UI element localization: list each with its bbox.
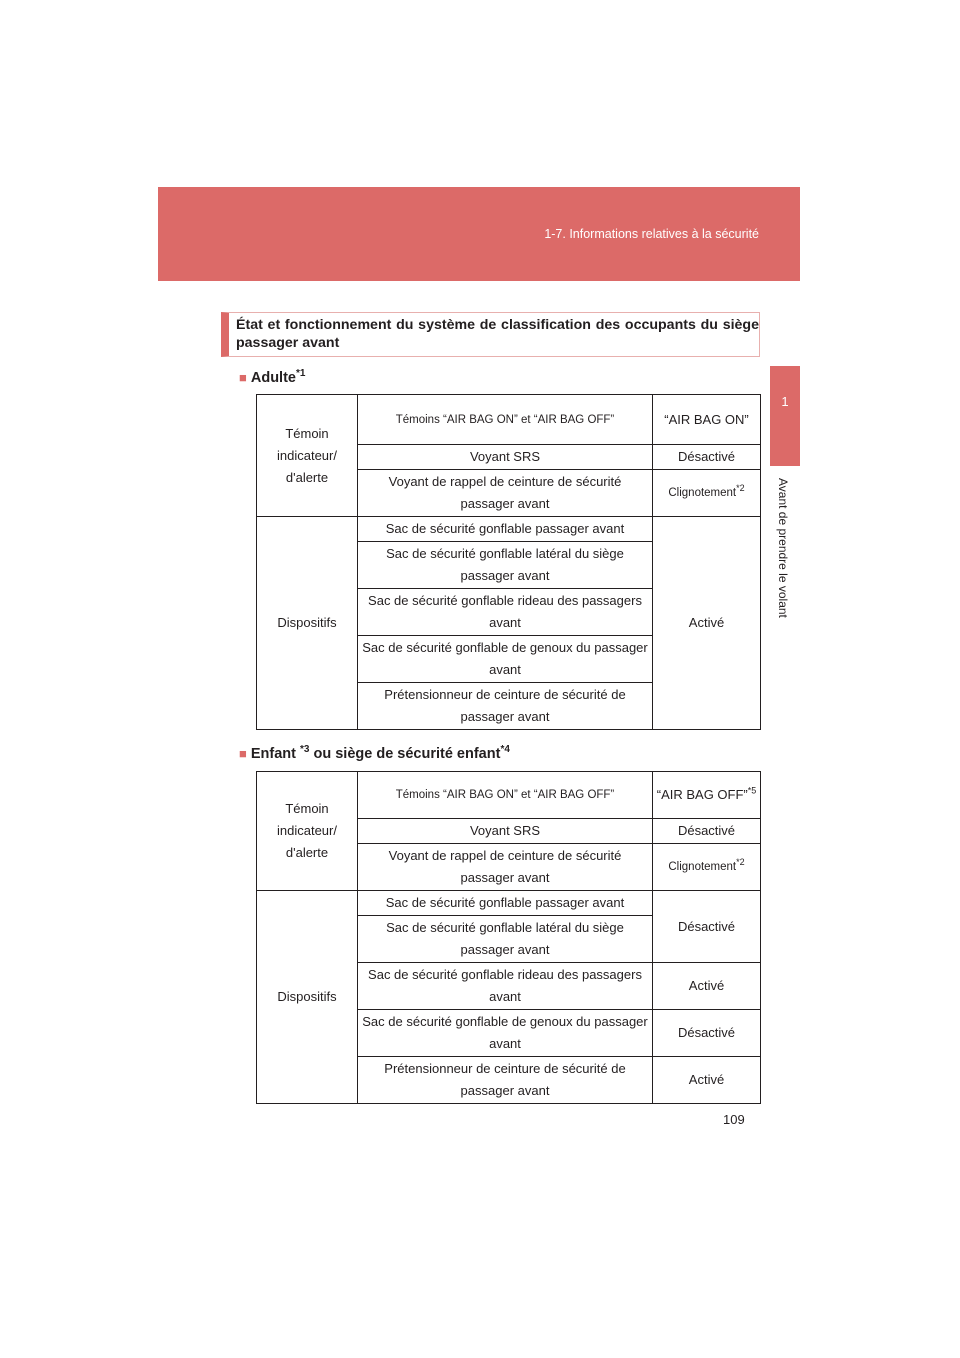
footnote-marker: *3 <box>300 744 310 755</box>
page-number: 109 <box>723 1112 745 1127</box>
table-row <box>257 891 761 916</box>
footnote-marker: *5 <box>747 785 757 796</box>
row-label: Prétensionneur de ceinture de sécurité de passager avant <box>358 683 653 730</box>
row-label: Sac de sécurité gonflable latéral du siège passager avant <box>358 916 653 963</box>
row-label: Sac de sécurité gonflable de genoux du passager avant <box>358 1010 653 1057</box>
row-value: Désactivé <box>653 819 761 844</box>
group-devices-cell: Dispositifs <box>257 517 358 730</box>
table-row <box>257 517 761 542</box>
row-label: Témoins “AIR BAG ON” et “AIR BAG OFF” <box>358 772 653 819</box>
row-label: Sac de sécurité gonflable latéral du siège passager avant <box>358 542 653 589</box>
row-value-text: “AIR BAG OFF” <box>656 787 748 802</box>
header-title: 1-7. Informations relatives à la sécurité <box>544 227 759 241</box>
footnote-marker: *2 <box>736 483 745 494</box>
child-heading <box>239 744 510 762</box>
footnote-marker: *1 <box>295 368 306 379</box>
child-heading-text: Enfant <box>250 745 296 762</box>
row-value-text: “AIR BAG ON” <box>664 411 749 427</box>
row-label: Voyant SRS <box>358 819 653 844</box>
row-label: Voyant de rappel de ceinture de sécurité passager avant <box>358 470 653 517</box>
row-label: Voyant de rappel de ceinture de sécurité passager avant <box>358 844 653 891</box>
row-value: Activé <box>653 1057 761 1104</box>
footnote-marker: *4 <box>500 744 510 755</box>
square-bullet-icon: ■ <box>239 369 247 385</box>
row-value: Désactivé <box>653 1010 761 1057</box>
group-indicator-cell: Témoin indicateur/ d'alerte <box>257 772 358 891</box>
chapter-tab <box>770 366 800 466</box>
chapter-title: Avant de prendre le volant <box>776 478 790 618</box>
header-band <box>158 187 800 281</box>
row-label: Prétensionneur de ceinture de sécurité de passager avant <box>358 1057 653 1104</box>
adult-heading <box>239 368 305 386</box>
row-value-text: Clignotement <box>668 487 737 499</box>
group-indicator-cell: Témoin indicateur/ d'alerte <box>257 395 358 517</box>
row-value: Désactivé <box>653 891 761 963</box>
row-label: Sac de sécurité gonflable de genoux du passager avant <box>358 636 653 683</box>
adult-table <box>256 394 761 730</box>
row-value: Activé <box>653 963 761 1010</box>
square-bullet-icon: ■ <box>239 745 247 761</box>
row-label: Voyant SRS <box>358 445 653 470</box>
row-label: Sac de sécurité gonflable rideau des passagers avant <box>358 963 653 1010</box>
table-row <box>257 395 761 445</box>
table-row <box>257 772 761 819</box>
section-title: État et fonctionnement du système de classification des occupants du siège passager avant <box>221 312 760 357</box>
child-heading-text-b: ou siège de sécurité enfant <box>313 745 501 762</box>
adult-heading-text: Adulte <box>250 369 296 386</box>
group-devices-cell: Dispositifs <box>257 891 358 1104</box>
row-label: Sac de sécurité gonflable passager avant <box>358 517 653 542</box>
row-value <box>653 844 761 891</box>
chapter-number: 1 <box>781 394 789 409</box>
row-label: Témoins “AIR BAG ON” et “AIR BAG OFF” <box>358 395 653 445</box>
child-table <box>256 771 761 1104</box>
footnote-marker: *2 <box>736 857 745 868</box>
row-label: Sac de sécurité gonflable passager avant <box>358 891 653 916</box>
row-value: Désactivé <box>653 445 761 470</box>
row-value-text: Clignotement <box>668 861 737 873</box>
row-value <box>653 470 761 517</box>
devices-value: Activé <box>653 517 761 730</box>
row-label: Sac de sécurité gonflable rideau des passagers avant <box>358 589 653 636</box>
row-value <box>653 395 761 445</box>
row-value <box>653 772 761 819</box>
